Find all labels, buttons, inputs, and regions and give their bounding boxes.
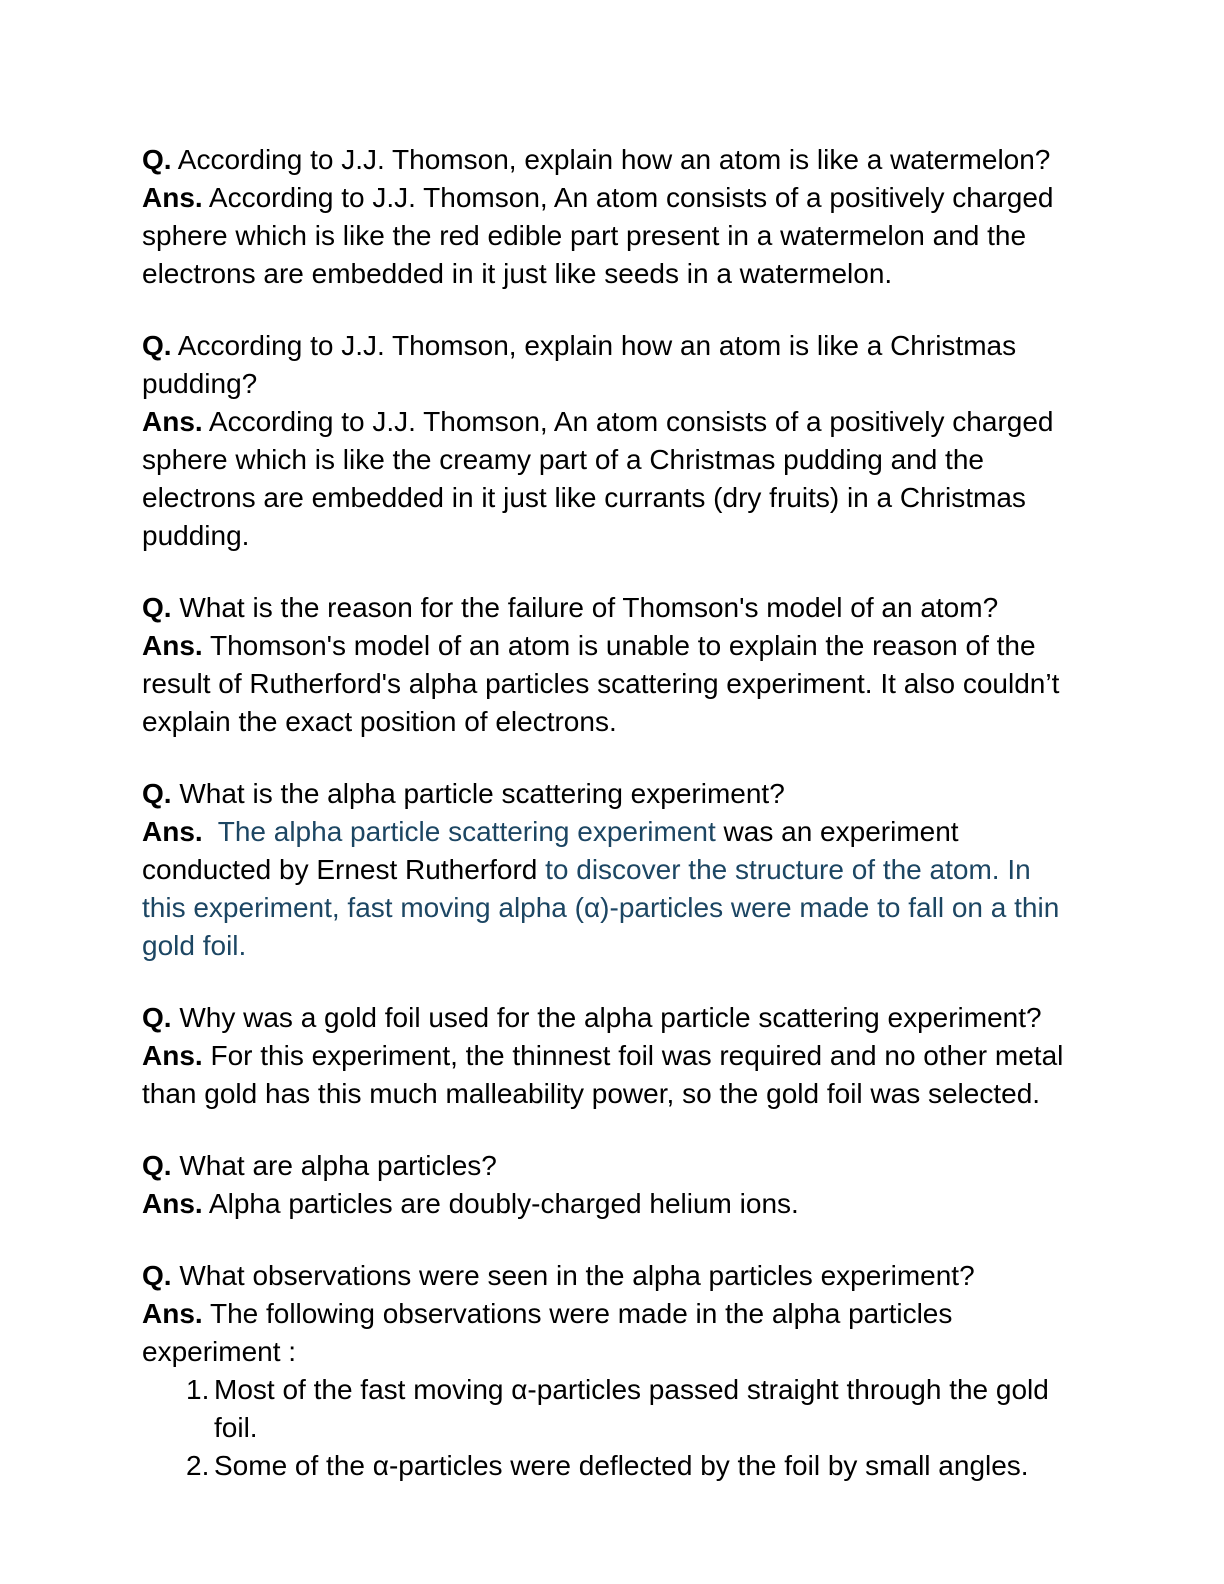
question-paragraph: [142, 327, 1080, 403]
answer-text: Thomson's model of an atom is unable to explain the reason of the result of Rutherford's alpha particles scattering experiment. It also couldn’t explain the exact position of electrons.: [142, 630, 1068, 737]
question-paragraph: [142, 589, 1080, 627]
answer-text: According to J.J. Thomson, An atom consists of a positively charged sphere which is like the red edible part present in a watermelon and the electrons are embedded in it just like seeds in a watermelon.: [142, 182, 1062, 289]
qa-block-what-are-alpha-particles: [142, 1147, 1080, 1223]
question-paragraph: [142, 1257, 1080, 1295]
observations-list: [142, 1371, 1080, 1485]
list-item: [142, 1447, 1080, 1485]
question-text: What is the reason for the failure of Thomson's model of an atom?: [171, 592, 999, 623]
qa-block-alpha-scattering-experiment: [142, 775, 1080, 965]
answer-label: Ans.: [142, 630, 203, 661]
question-text: Why was a gold foil used for the alpha particle scattering experiment?: [171, 1002, 1042, 1033]
question-paragraph: [142, 999, 1080, 1037]
answer-paragraph: [142, 179, 1080, 293]
question-label: Q.: [142, 778, 172, 809]
qa-block-watermelon: [142, 141, 1080, 293]
question-paragraph: [142, 1147, 1080, 1185]
answer-paragraph: [142, 813, 1080, 965]
question-label: Q.: [142, 330, 172, 361]
question-text: What are alpha particles?: [171, 1150, 497, 1181]
list-item-marker: 2.: [186, 1450, 210, 1481]
answer-text: According to J.J. Thomson, An atom consists of a positively charged sphere which is like the creamy part of a Christmas pudding and the electrons are embedded in it just like currants (dry fruits) in a Christmas pudding.: [142, 406, 1062, 551]
list-item-text: Some of the α-particles were deflected by the foil by small angles.: [214, 1450, 1029, 1481]
question-text: According to J.J. Thomson, explain how an atom is like a watermelon?: [171, 144, 1051, 175]
answer-label: Ans.: [142, 1188, 203, 1219]
question-paragraph: [142, 775, 1080, 813]
answer-paragraph: [142, 1295, 1080, 1371]
answer-text: Alpha particles are doubly-charged helium ions.: [202, 1188, 799, 1219]
answer-text: The following observations were made in the alpha particles experiment :: [142, 1298, 961, 1367]
answer-segment-accent-2: to discover the structure of the atom. In this experiment, fast moving alpha (α)-particles were made to fall on a thin gold foil.: [142, 854, 1068, 961]
answer-paragraph: [142, 1185, 1080, 1223]
qa-block-why-gold-foil: [142, 999, 1080, 1113]
answer-text: For this experiment, the thinnest foil was required and no other metal than gold has this much malleability power, so the gold foil was selected.: [142, 1040, 1072, 1109]
qa-block-observations: [142, 1257, 1080, 1485]
question-text: What observations were seen in the alpha particles experiment?: [171, 1260, 975, 1291]
answer-label: Ans.: [142, 1040, 203, 1071]
question-paragraph: [142, 141, 1080, 179]
question-label: Q.: [142, 1260, 172, 1291]
list-item: [142, 1371, 1080, 1447]
question-label: Q.: [142, 144, 172, 175]
answer-paragraph: [142, 1037, 1080, 1113]
answer-paragraph: [142, 403, 1080, 555]
answer-segment-plain: was an experiment conducted by Ernest Rutherford: [142, 816, 967, 885]
answer-label: Ans.: [142, 816, 203, 847]
list-item-marker: 1.: [186, 1374, 210, 1405]
qa-block-thomson-model-failure: [142, 589, 1080, 741]
question-label: Q.: [142, 1150, 172, 1181]
answer-label: Ans.: [142, 182, 203, 213]
list-item-text: Most of the fast moving α-particles passed straight through the gold foil.: [214, 1374, 1057, 1443]
question-label: Q.: [142, 592, 172, 623]
question-label: Q.: [142, 1002, 172, 1033]
qa-block-christmas-pudding: [142, 327, 1080, 555]
answer-label: Ans.: [142, 406, 203, 437]
question-text: According to J.J. Thomson, explain how an atom is like a Christmas pudding?: [142, 330, 1024, 399]
answer-segment-accent-1: The alpha particle scattering experiment: [202, 816, 716, 847]
question-text: What is the alpha particle scattering experiment?: [171, 778, 785, 809]
answer-label: Ans.: [142, 1298, 203, 1329]
answer-paragraph: [142, 627, 1080, 741]
